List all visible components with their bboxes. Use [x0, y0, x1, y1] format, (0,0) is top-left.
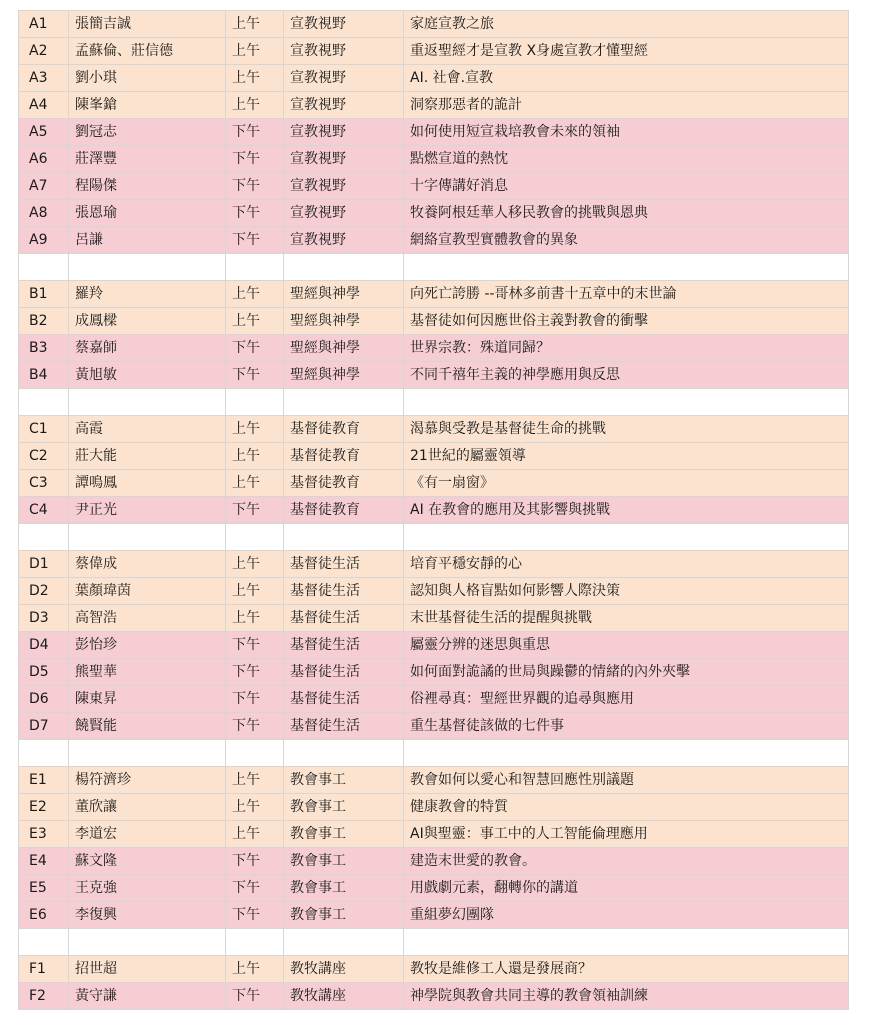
session-row — [19, 605, 849, 632]
spacer-cell — [284, 389, 404, 416]
session-topic: 重組夢幻團隊 — [404, 902, 849, 929]
spacer-cell — [284, 524, 404, 551]
session-topic: 重返聖經才是宣教 X身處宣教才懂聖經 — [404, 38, 849, 65]
session-category: 基督徒教育 — [284, 497, 404, 524]
session-code: D5 — [19, 659, 69, 686]
session-time: 下午 — [226, 200, 284, 227]
session-row — [19, 281, 849, 308]
speaker-name: 葉顏瑋茵 — [69, 578, 226, 605]
session-topic: 神學院與教會共同主導的教會領袖訓練 — [404, 983, 849, 1010]
session-topic: AI. 社會.宣教 — [404, 65, 849, 92]
session-code: C1 — [19, 416, 69, 443]
spacer-cell — [19, 389, 69, 416]
session-topic: 家庭宣教之旅 — [404, 11, 849, 38]
session-time: 下午 — [226, 173, 284, 200]
session-code: F1 — [19, 956, 69, 983]
session-topic: 俗裡尋真：聖經世界觀的追尋與應用 — [404, 686, 849, 713]
session-topic: 不同千禧年主義的神學應用與反思 — [404, 362, 849, 389]
session-time: 上午 — [226, 578, 284, 605]
session-topic: 世界宗教：殊道同歸？ — [404, 335, 849, 362]
session-time: 下午 — [226, 875, 284, 902]
session-time: 上午 — [226, 281, 284, 308]
session-time: 下午 — [226, 686, 284, 713]
session-row — [19, 902, 849, 929]
spacer-cell — [69, 389, 226, 416]
session-code: B1 — [19, 281, 69, 308]
session-category: 教會事工 — [284, 902, 404, 929]
session-category: 基督徒教育 — [284, 470, 404, 497]
session-category: 教會事工 — [284, 875, 404, 902]
spacer-cell — [226, 929, 284, 956]
session-code: D2 — [19, 578, 69, 605]
session-category: 基督徒生活 — [284, 659, 404, 686]
session-code: A2 — [19, 38, 69, 65]
session-topic: 教牧是維修工人還是發展商？ — [404, 956, 849, 983]
session-code: E1 — [19, 767, 69, 794]
session-row — [19, 983, 849, 1010]
speaker-name: 張恩瑜 — [69, 200, 226, 227]
session-row — [19, 119, 849, 146]
spacer-cell — [226, 254, 284, 281]
spacer-cell — [69, 254, 226, 281]
session-code: D4 — [19, 632, 69, 659]
speaker-name: 蔡嘉師 — [69, 335, 226, 362]
speaker-name: 李復興 — [69, 902, 226, 929]
session-code: C4 — [19, 497, 69, 524]
session-category: 基督徒生活 — [284, 578, 404, 605]
session-code: F2 — [19, 983, 69, 1010]
spacer-cell — [404, 740, 849, 767]
session-code: D7 — [19, 713, 69, 740]
session-category: 基督徒生活 — [284, 632, 404, 659]
session-category: 教會事工 — [284, 821, 404, 848]
session-code: A4 — [19, 92, 69, 119]
session-topic: 教會如何以愛心和智慧回應性別議題 — [404, 767, 849, 794]
session-category: 教牧講座 — [284, 956, 404, 983]
speaker-name: 高智浩 — [69, 605, 226, 632]
speaker-name: 張簡吉誠 — [69, 11, 226, 38]
session-category: 宣教視野 — [284, 173, 404, 200]
speaker-name: 蔡偉成 — [69, 551, 226, 578]
speaker-name: 譚鳴鳳 — [69, 470, 226, 497]
speaker-name: 李道宏 — [69, 821, 226, 848]
session-category: 基督徒生活 — [284, 605, 404, 632]
speaker-name: 楊符濟珍 — [69, 767, 226, 794]
session-topic: 認知與人格盲點如何影響人際決策 — [404, 578, 849, 605]
session-row — [19, 11, 849, 38]
session-time: 上午 — [226, 92, 284, 119]
spacer-cell — [284, 254, 404, 281]
group-spacer-row — [19, 254, 849, 281]
workshop-schedule-table — [18, 10, 849, 1010]
session-time: 下午 — [226, 362, 284, 389]
session-row — [19, 659, 849, 686]
session-row — [19, 200, 849, 227]
session-code: A8 — [19, 200, 69, 227]
speaker-name: 董欣讓 — [69, 794, 226, 821]
session-time: 下午 — [226, 983, 284, 1010]
session-row — [19, 821, 849, 848]
session-topic: 網絡宣教型實體教會的異象 — [404, 227, 849, 254]
session-category: 宣教視野 — [284, 11, 404, 38]
session-time: 上午 — [226, 65, 284, 92]
spacer-cell — [284, 740, 404, 767]
session-row — [19, 308, 849, 335]
session-time: 上午 — [226, 11, 284, 38]
session-category: 宣教視野 — [284, 92, 404, 119]
session-time: 上午 — [226, 821, 284, 848]
session-code: E6 — [19, 902, 69, 929]
session-time: 上午 — [226, 416, 284, 443]
session-category: 聖經與神學 — [284, 281, 404, 308]
session-code: A1 — [19, 11, 69, 38]
session-time: 上午 — [226, 551, 284, 578]
session-time: 上午 — [226, 308, 284, 335]
session-category: 聖經與神學 — [284, 308, 404, 335]
session-topic: 建造末世愛的教會。 — [404, 848, 849, 875]
session-category: 教會事工 — [284, 767, 404, 794]
session-category: 宣教視野 — [284, 200, 404, 227]
speaker-name: 劉小琪 — [69, 65, 226, 92]
session-time: 下午 — [226, 227, 284, 254]
session-code: B2 — [19, 308, 69, 335]
speaker-name: 孟蘇倫、莊信德 — [69, 38, 226, 65]
session-topic: 健康教會的特質 — [404, 794, 849, 821]
session-topic: 洞察那惡者的詭計 — [404, 92, 849, 119]
session-code: E4 — [19, 848, 69, 875]
spacer-cell — [404, 389, 849, 416]
session-code: E5 — [19, 875, 69, 902]
session-code: A5 — [19, 119, 69, 146]
session-category: 宣教視野 — [284, 38, 404, 65]
session-row — [19, 632, 849, 659]
group-spacer-row — [19, 389, 849, 416]
group-spacer-row — [19, 524, 849, 551]
spacer-cell — [404, 524, 849, 551]
session-code: E3 — [19, 821, 69, 848]
session-topic: 培育平穩安靜的心 — [404, 551, 849, 578]
session-row — [19, 713, 849, 740]
session-time: 下午 — [226, 659, 284, 686]
spacer-cell — [404, 929, 849, 956]
session-row — [19, 551, 849, 578]
session-row — [19, 335, 849, 362]
session-topic: 如何使用短宣栽培教會未來的領袖 — [404, 119, 849, 146]
session-topic: 用戲劇元素，翻轉你的講道 — [404, 875, 849, 902]
spacer-cell — [226, 740, 284, 767]
session-category: 基督徒生活 — [284, 686, 404, 713]
session-category: 宣教視野 — [284, 227, 404, 254]
session-time: 下午 — [226, 335, 284, 362]
session-code: D1 — [19, 551, 69, 578]
session-time: 下午 — [226, 902, 284, 929]
session-topic: 基督徒如何因應世俗主義對教會的衝擊 — [404, 308, 849, 335]
session-topic: 重生基督徒該做的七件事 — [404, 713, 849, 740]
speaker-name: 黃旭敏 — [69, 362, 226, 389]
session-time: 下午 — [226, 848, 284, 875]
session-category: 聖經與神學 — [284, 362, 404, 389]
session-row — [19, 443, 849, 470]
session-row — [19, 875, 849, 902]
group-spacer-row — [19, 929, 849, 956]
session-time: 上午 — [226, 470, 284, 497]
speaker-name: 成鳳樑 — [69, 308, 226, 335]
session-time: 下午 — [226, 497, 284, 524]
session-row — [19, 65, 849, 92]
session-code: D6 — [19, 686, 69, 713]
speaker-name: 熊聖華 — [69, 659, 226, 686]
speaker-name: 呂謙 — [69, 227, 226, 254]
session-row — [19, 794, 849, 821]
session-category: 宣教視野 — [284, 146, 404, 173]
session-row — [19, 92, 849, 119]
speaker-name: 程陽傑 — [69, 173, 226, 200]
session-row — [19, 362, 849, 389]
session-category: 基督徒教育 — [284, 416, 404, 443]
session-time: 上午 — [226, 956, 284, 983]
spacer-cell — [19, 524, 69, 551]
spacer-cell — [19, 929, 69, 956]
session-time: 上午 — [226, 443, 284, 470]
session-code: C3 — [19, 470, 69, 497]
session-time: 上午 — [226, 794, 284, 821]
spacer-cell — [404, 254, 849, 281]
session-row — [19, 38, 849, 65]
speaker-name: 陳峯鎗 — [69, 92, 226, 119]
session-row — [19, 767, 849, 794]
session-code: A7 — [19, 173, 69, 200]
speaker-name: 饒賢能 — [69, 713, 226, 740]
session-category: 基督徒生活 — [284, 713, 404, 740]
speaker-name: 莊大能 — [69, 443, 226, 470]
speaker-name: 尹正光 — [69, 497, 226, 524]
speaker-name: 招世超 — [69, 956, 226, 983]
schedule-body — [19, 11, 849, 1010]
session-topic: 21世紀的屬靈領導 — [404, 443, 849, 470]
session-category: 聖經與神學 — [284, 335, 404, 362]
spacer-cell — [69, 740, 226, 767]
speaker-name: 高霞 — [69, 416, 226, 443]
session-topic: 牧養阿根廷華人移民教會的挑戰與恩典 — [404, 200, 849, 227]
speaker-name: 黃守謙 — [69, 983, 226, 1010]
session-code: D3 — [19, 605, 69, 632]
session-topic: AI與聖靈：事工中的人工智能倫理應用 — [404, 821, 849, 848]
session-topic: 渴慕與受教是基督徒生命的挑戰 — [404, 416, 849, 443]
session-topic: 點燃宣道的熱忱 — [404, 146, 849, 173]
group-spacer-row — [19, 740, 849, 767]
session-code: A3 — [19, 65, 69, 92]
speaker-name: 陳東昇 — [69, 686, 226, 713]
session-topic: 末世基督徒生活的提醒與挑戰 — [404, 605, 849, 632]
session-row — [19, 146, 849, 173]
session-row — [19, 416, 849, 443]
session-category: 基督徒教育 — [284, 443, 404, 470]
session-code: A6 — [19, 146, 69, 173]
speaker-name: 羅羚 — [69, 281, 226, 308]
session-row — [19, 848, 849, 875]
session-topic: 十字傳講好消息 — [404, 173, 849, 200]
session-category: 基督徒生活 — [284, 551, 404, 578]
session-row — [19, 578, 849, 605]
session-time: 下午 — [226, 713, 284, 740]
session-topic: 屬靈分辨的迷思與重思 — [404, 632, 849, 659]
session-category: 教會事工 — [284, 848, 404, 875]
session-time: 上午 — [226, 38, 284, 65]
session-row — [19, 686, 849, 713]
session-topic: 如何面對詭譎的世局與躁鬱的情緒的內外夾擊 — [404, 659, 849, 686]
session-category: 教牧講座 — [284, 983, 404, 1010]
session-category: 宣教視野 — [284, 119, 404, 146]
session-category: 教會事工 — [284, 794, 404, 821]
session-row — [19, 227, 849, 254]
speaker-name: 王克強 — [69, 875, 226, 902]
speaker-name: 莊澤豐 — [69, 146, 226, 173]
session-topic: AI 在教會的應用及其影響與挑戰 — [404, 497, 849, 524]
session-code: C2 — [19, 443, 69, 470]
spacer-cell — [226, 524, 284, 551]
session-category: 宣教視野 — [284, 65, 404, 92]
session-code: B3 — [19, 335, 69, 362]
session-time: 下午 — [226, 119, 284, 146]
session-time: 上午 — [226, 767, 284, 794]
session-code: A9 — [19, 227, 69, 254]
session-row — [19, 173, 849, 200]
session-code: B4 — [19, 362, 69, 389]
speaker-name: 劉冠志 — [69, 119, 226, 146]
session-time: 下午 — [226, 146, 284, 173]
spacer-cell — [69, 524, 226, 551]
session-topic: 《有一扇窗》 — [404, 470, 849, 497]
session-time: 上午 — [226, 605, 284, 632]
session-row — [19, 497, 849, 524]
session-code: E2 — [19, 794, 69, 821]
spacer-cell — [19, 740, 69, 767]
session-row — [19, 956, 849, 983]
spacer-cell — [19, 254, 69, 281]
spacer-cell — [284, 929, 404, 956]
session-time: 下午 — [226, 632, 284, 659]
spacer-cell — [69, 929, 226, 956]
speaker-name: 蘇文隆 — [69, 848, 226, 875]
session-topic: 向死亡誇勝 --哥林多前書十五章中的末世論 — [404, 281, 849, 308]
session-row — [19, 470, 849, 497]
spacer-cell — [226, 389, 284, 416]
speaker-name: 彭怡珍 — [69, 632, 226, 659]
